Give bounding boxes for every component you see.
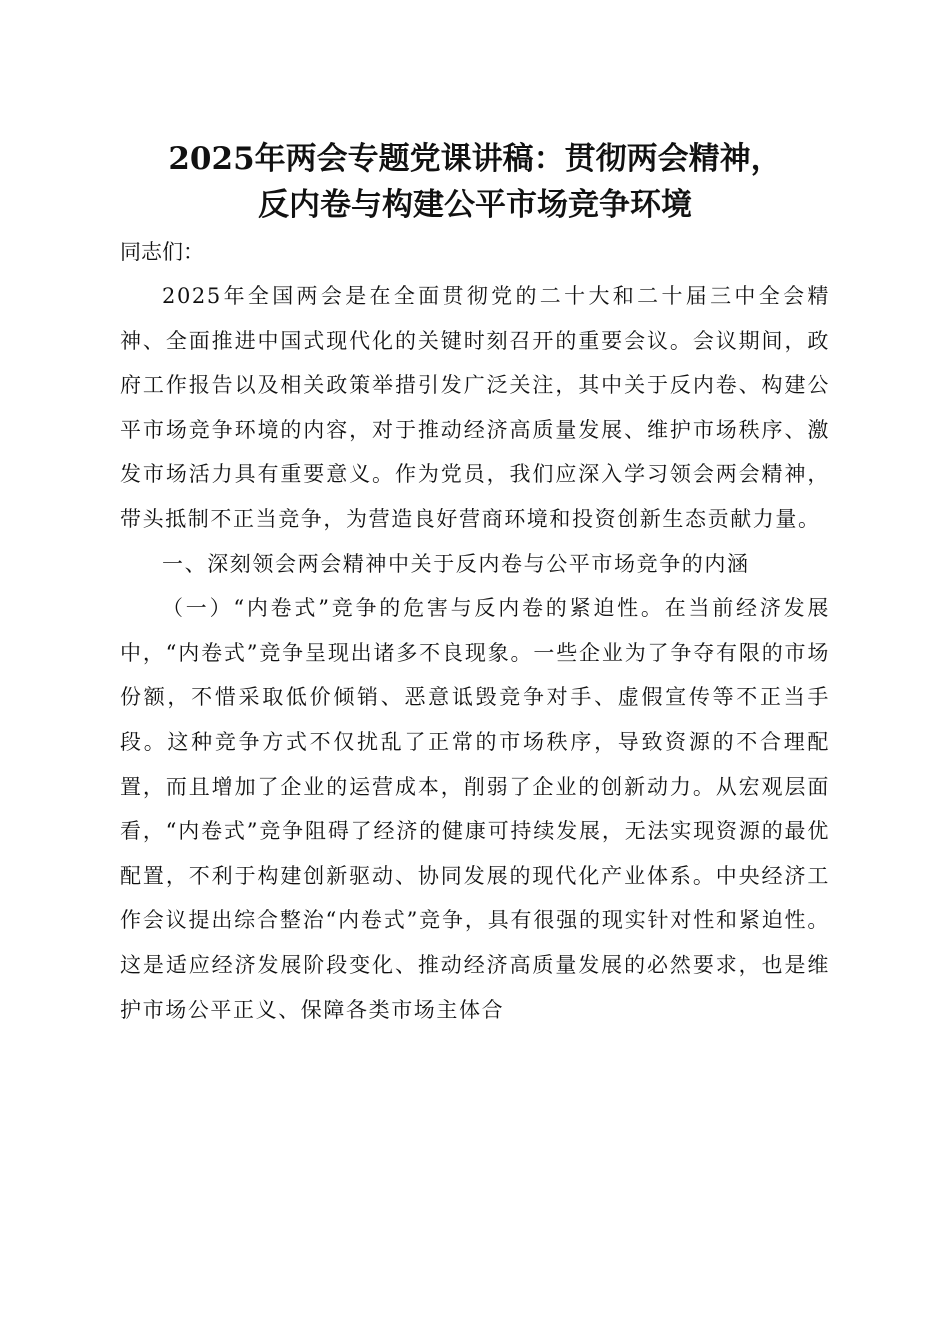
salutation: 同志们： xyxy=(120,240,204,264)
document-page xyxy=(120,136,830,1032)
paragraph-subsection: （一）“内卷式”竞争的危害与反内卷的紧迫性。在当前经济发展中，“内卷式”竞争呈现出诸多不良现象。一些企业为了争夺有限的市场份额，不惜采取低价倾销、恶意诋毁竞争对手、虚假宣传等不正当手段。这种竞争方式不仅扰乱了正常的市场秩序，导致资源的不合理配置，而且增加了企业的运营成本，削弱了企业的创新动力。从宏观层面看，“内卷式”竞争阻碍了经济的健康可持续发展，无法实现资源的最优配置，不利于构建创新驱动、协同发展的现代化产业体系。中央经济工作会议提出综合整治“内卷式”竞争，具有很强的现实针对性和紧迫性。这是适应经济发展阶段变化、推动经济高质量发展的必然要求，也是维护市场公平正义、保障各类市场主体合 xyxy=(120,596,830,1022)
document-title xyxy=(120,136,830,228)
paragraph-intro: 2025年全国两会是在全面贯彻党的二十大和二十届三中全会精神、全面推进中国式现代化的关键时刻召开的重要会议。会议期间，政府工作报告以及相关政策举措引发广泛关注，其中关于反内卷、构建公平市场竞争环境的内容，对于推动经济高质量发展、维护市场秩序、激发市场活力具有重要意义。作为党员，我们应深入学习领会两会精神，带头抵制不正当竞争，为营造良好营商环境和投资创新生态贡献力量。 xyxy=(120,284,830,531)
title-line-1: 2025年两会专题党课讲稿：贯彻两会精神， xyxy=(168,141,782,177)
title-line-2: 反内卷与构建公平市场竞争环境 xyxy=(258,187,692,223)
section-heading: 一、深刻领会两会精神中关于反内卷与公平市场竞争的内涵 xyxy=(162,551,750,576)
